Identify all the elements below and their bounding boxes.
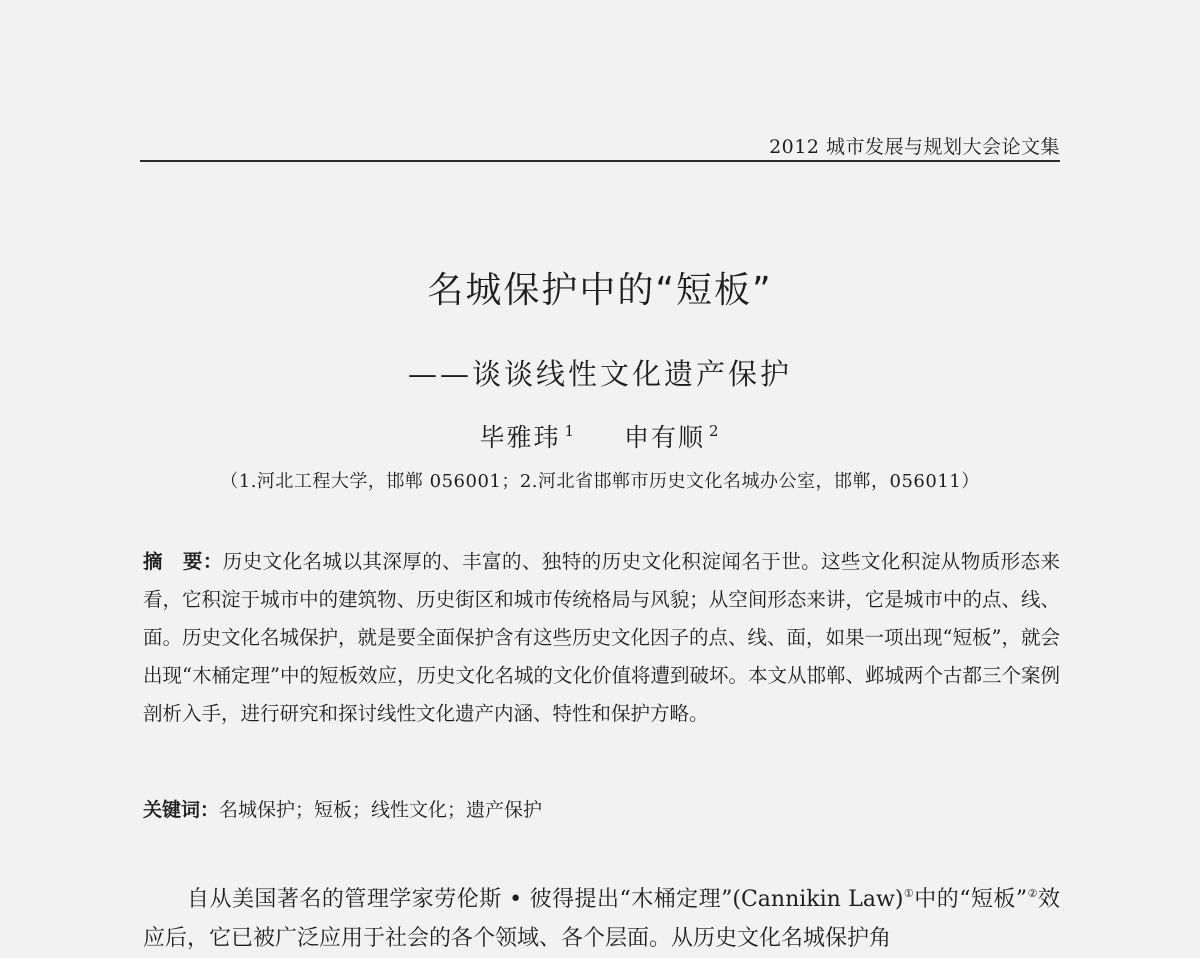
author-name: 申有顺 — [624, 423, 706, 452]
author-1 — [479, 418, 576, 454]
running-header: 2012 城市发展与规划大会论文集 — [769, 136, 1060, 158]
paper-title: 名城保护中的“短板” — [427, 270, 773, 311]
footnote-ref-1: ① — [903, 887, 915, 900]
footnote-ref-2: ② — [1027, 887, 1038, 900]
affiliations: （1.河北工程大学，邯郸 056001；2.河北省邯郸市历史文化名城办公室，邯郸，056011） — [220, 471, 980, 492]
author-2 — [624, 418, 721, 454]
paper-subtitle: ——谈谈线性文化遗产保护 — [407, 357, 792, 391]
keywords-text: 名城保护；短板；线性文化；遗产保护 — [219, 799, 543, 821]
body-text-segment: 自从美国著名的管理学家劳伦斯 • 彼得提出“木桶定理”(Cannikin Law) — [187, 887, 904, 912]
author-name: 毕雅玮 — [479, 423, 561, 452]
keywords-label: 关键词： — [143, 799, 220, 821]
abstract — [143, 543, 1060, 733]
body-text-segment: 中的“短板” — [914, 887, 1028, 912]
author-line — [140, 418, 1060, 454]
affiliation-mark: 1 — [564, 422, 576, 440]
affiliation-mark: 2 — [709, 422, 721, 440]
abstract-label: 摘 要： — [143, 550, 223, 573]
keywords — [143, 793, 1060, 827]
header-rule — [140, 160, 1060, 162]
abstract-text: 历史文化名城以其深厚的、丰富的、独特的历史文化积淀闻名于世。这些文化积淀从物质形态来看，它积淀于城市中的建筑物、历史街区和城市传统格局与风貌；从空间形态来讲，它是城市中的点、线、面。历史文化名城保护，就是要全面保护含有这些历史文化因子的点、线、面，如果一项出现“短板”，就会出现“木桶定理”中的短板效应，历史文化名城的文化价值将遭到破坏。本文从邯郸、邺城两个古都三个案例剖析入手，进行研究和探讨线性文化遗产内涵、特性和保护方略。 — [143, 550, 1060, 725]
body-text-segment: 效应后，它已被广泛应用于社会的各个领域、各个层面。从历史文化名城保护角 — [143, 887, 1060, 951]
body-paragraph — [143, 874, 1060, 958]
